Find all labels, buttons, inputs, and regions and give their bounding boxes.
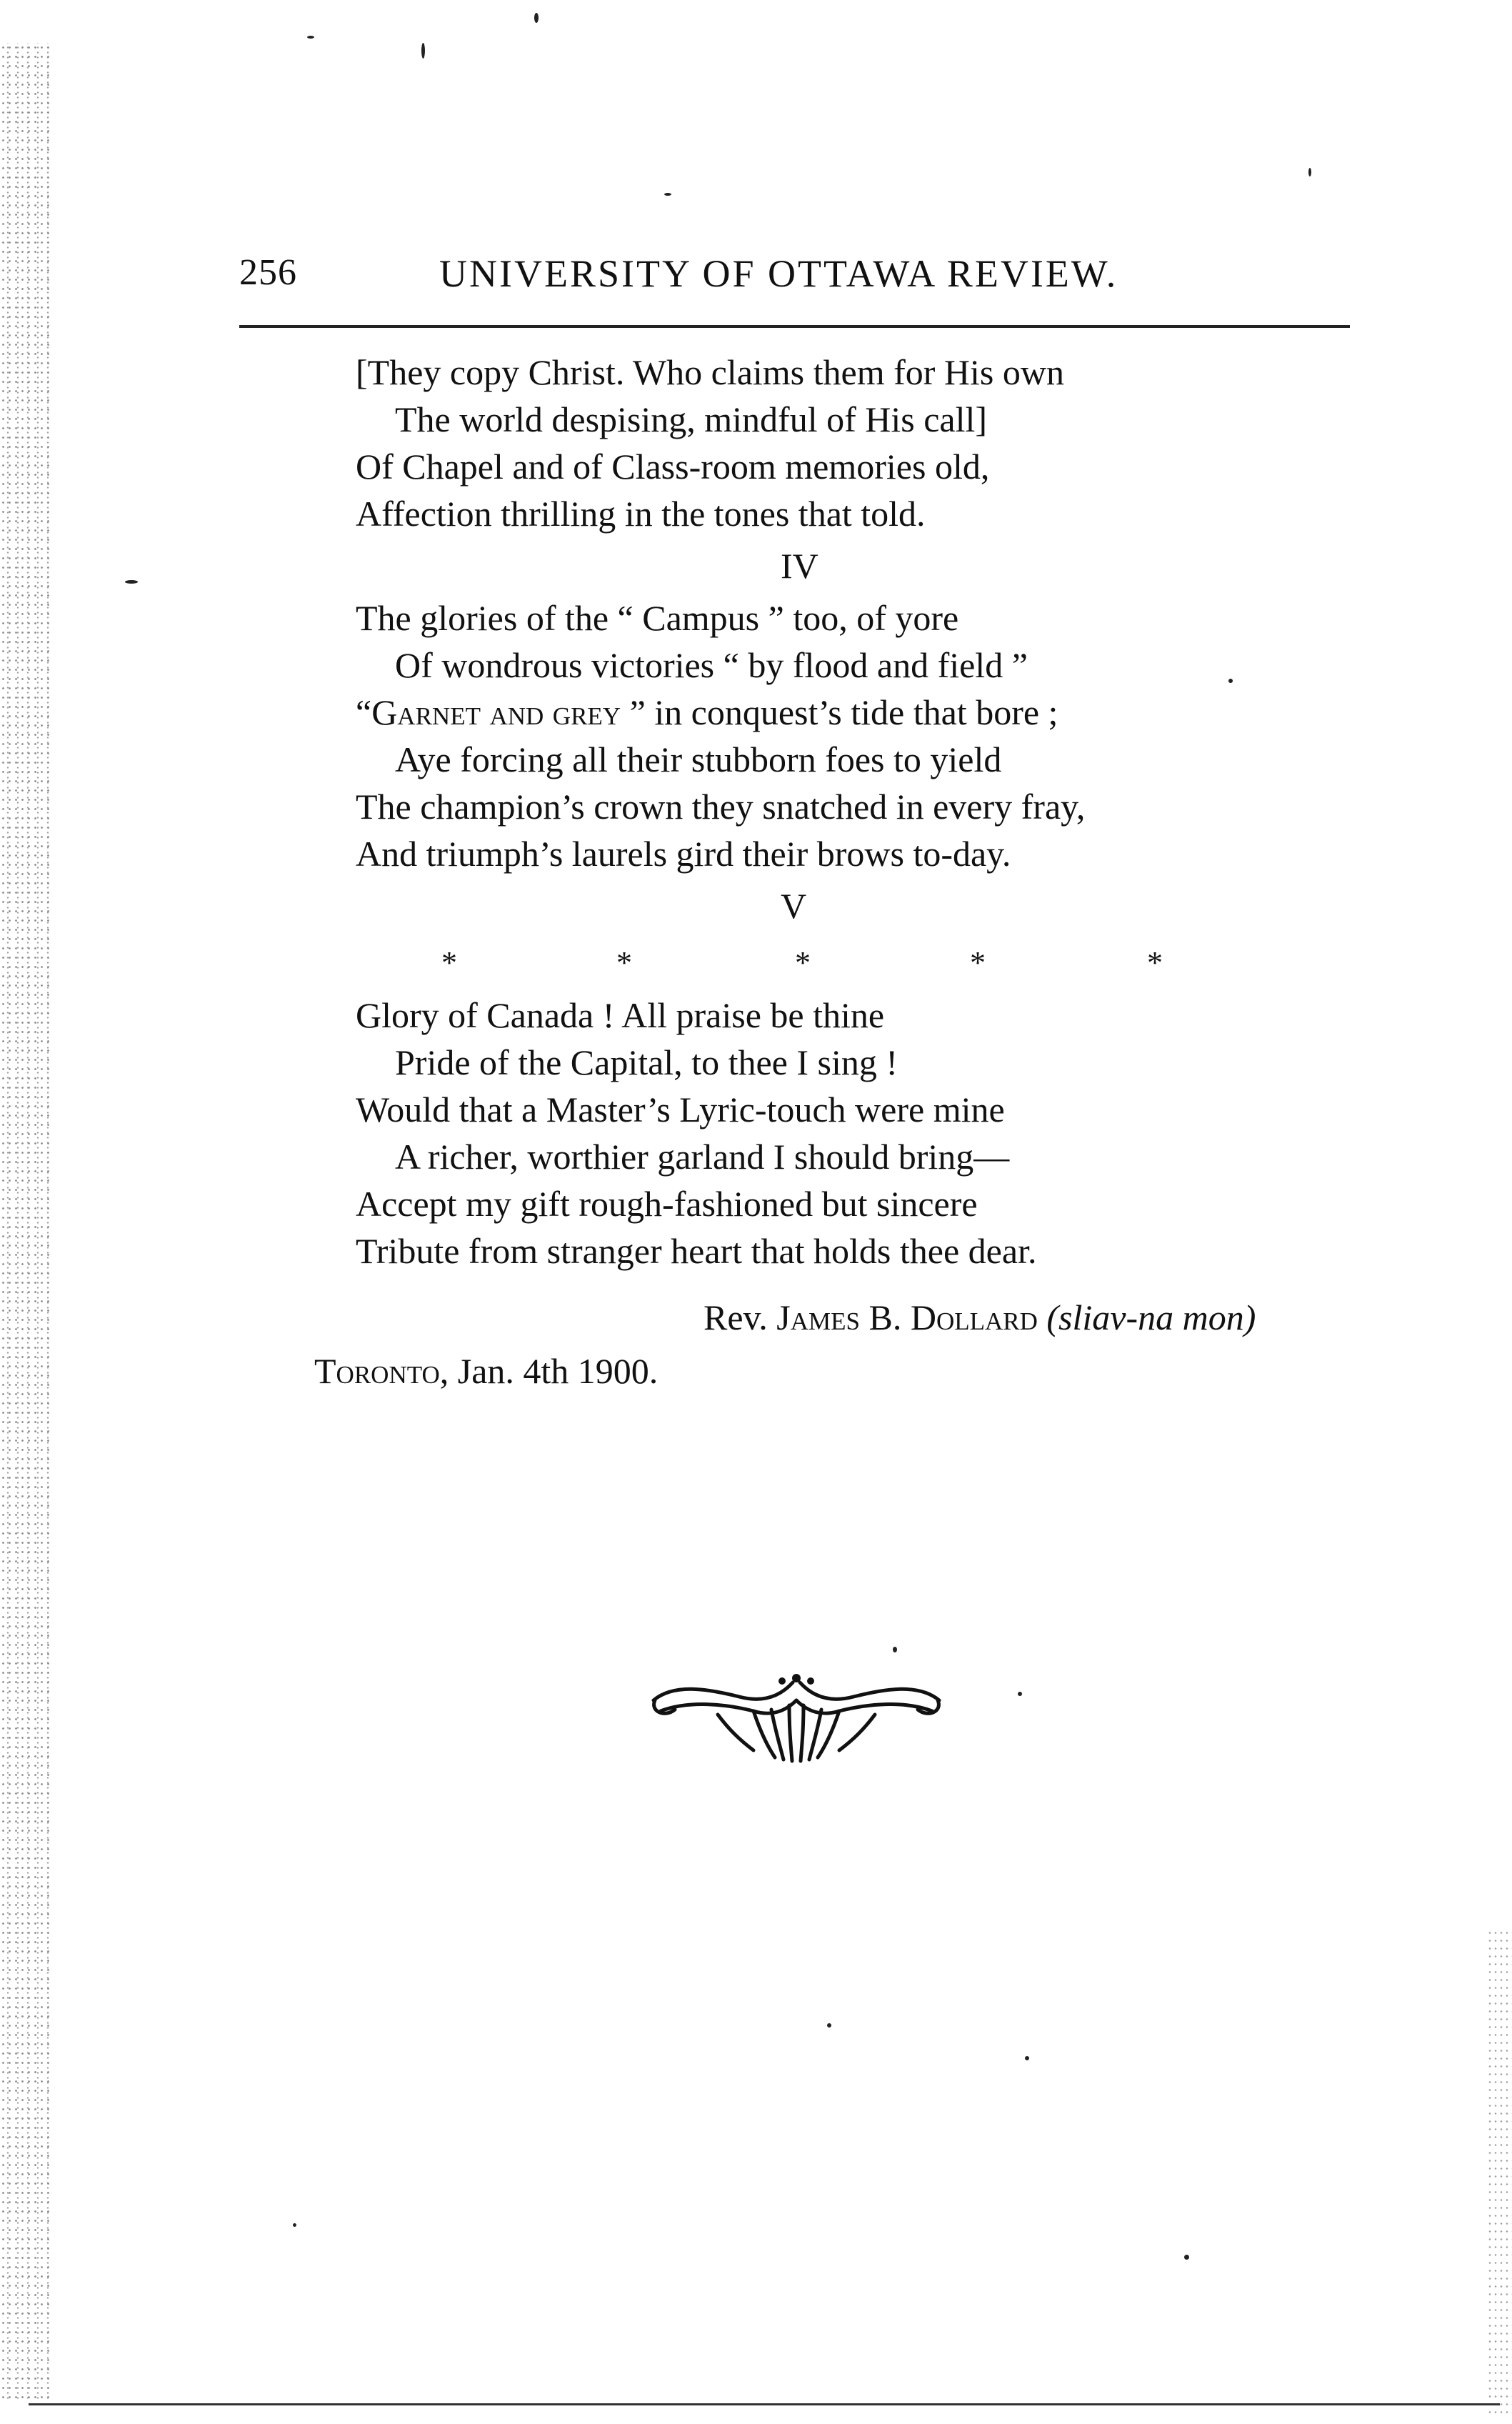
poem-line: Tribute from stranger heart that holds thee dear. (356, 1231, 1037, 1271)
asterisk: * (970, 945, 986, 980)
running-head: UNIVERSITY OF OTTAWA REVIEW. (439, 252, 1118, 295)
poem-line: The glories of the “ Campus ” too, of yore (356, 598, 959, 638)
scan-edge-right (1487, 1929, 1512, 2415)
signature-prefix: Rev. (704, 1297, 777, 1337)
poem-line: The champion’s crown they snatched in every fray, (356, 787, 1086, 827)
line-tail: ” in conquest’s tide that bore ; (621, 692, 1058, 732)
asterism-row (356, 934, 1356, 992)
author-name: James B. Dollard (776, 1297, 1038, 1337)
poem-line: And triumph’s laurels gird their brows to-day. (356, 834, 1011, 874)
poem-line: Aye forcing all their stubborn foes to yield (395, 739, 1002, 779)
tailpiece-ornament-icon (646, 1661, 946, 1768)
poem-line: Pride of the Capital, to thee I sing ! (395, 1042, 898, 1082)
poem-line: The world despising, mindful of His call] (395, 399, 988, 439)
poem-line (356, 689, 1356, 736)
asterisk: * (795, 945, 811, 980)
poem-line: Would that a Master’s Lyric-touch were mine (356, 1089, 1005, 1129)
poem-line: Accept my gift rough-fashioned but sincere (356, 1184, 978, 1224)
asterisk: * (1147, 945, 1163, 980)
dateline-date: Jan. 4th 1900. (449, 1351, 659, 1391)
poem-line: Affection thrilling in the tones that told. (356, 494, 926, 534)
poem-line: Glory of Canada ! All praise be thine (356, 995, 885, 1035)
dateline-place: Toronto, (314, 1351, 449, 1391)
section-heading-v: V (781, 886, 807, 926)
poem-line: A richer, worthier garland I should bring— (395, 1137, 1010, 1177)
poem-line: Of Chapel and of Class-room memories old, (356, 447, 990, 487)
pen-name: (sliav-na mon) (1046, 1297, 1256, 1337)
poem-body (356, 349, 1356, 1275)
section-heading-iv: IV (781, 546, 818, 586)
dateline (314, 1350, 658, 1392)
poem-line: [They copy Christ. Who claims them for His own (356, 352, 1064, 392)
page-number: 256 (239, 252, 297, 293)
garnet-and-grey: Garnet and grey (371, 692, 621, 732)
author-signature (704, 1297, 1256, 1338)
asterisk: * (616, 945, 632, 980)
scan-edge-bottom (29, 2403, 1500, 2410)
scan-edge-left (0, 43, 50, 2400)
asterisk: * (441, 945, 457, 980)
poem-line: Of wondrous victories “ by flood and field ” (395, 645, 1028, 685)
page-header (239, 251, 1339, 301)
header-rule (239, 325, 1350, 328)
open-quote: “ (356, 692, 372, 732)
